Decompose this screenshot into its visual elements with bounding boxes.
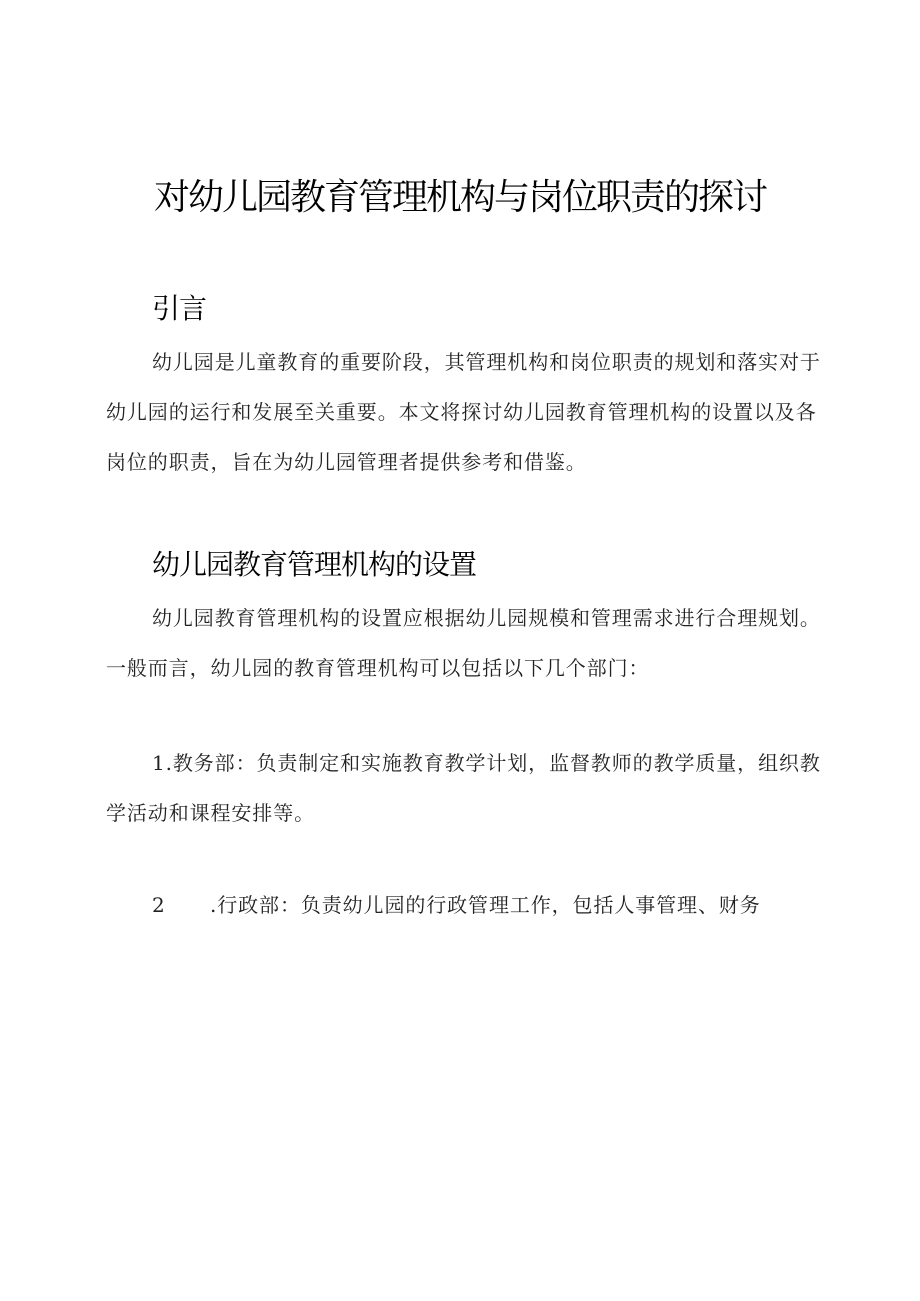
introduction-paragraph: 幼儿园是儿童教育的重要阶段，其管理机构和岗位职责的规划和落实对于幼儿园的运行和发展至关重要。本文将探讨幼儿园教育管理机构的设置以及各岗位的职责，旨在为幼儿园管理者提供参考和借鉴。: [106, 350, 821, 474]
organization-setup-paragraph: 幼儿园教育管理机构的设置应根据幼儿园规模和管理需求进行合理规划。一般而言，幼儿园的教育管理机构可以包括以下几个部门：: [106, 606, 821, 680]
list-item-number: 2: [152, 893, 166, 917]
list-item-number: 1: [152, 751, 166, 775]
list-item-text: .行政部：负责幼儿园的行政管理工作，包括人事管理、财务: [210, 893, 761, 917]
list-item-administration: [152, 880, 761, 930]
document-title: 对幼儿园教育管理机构与岗位职责的探讨: [153, 177, 766, 218]
section-heading-organization-setup: 幼儿园教育管理机构的设置: [152, 548, 477, 581]
list-item-academic-affairs: [106, 738, 824, 838]
list-item-text: .教务部：负责制定和实施教育教学计划，监督教师的教学质量，组织教学活动和课程安排等。: [106, 751, 821, 825]
section-heading-introduction: 引言: [152, 292, 207, 325]
